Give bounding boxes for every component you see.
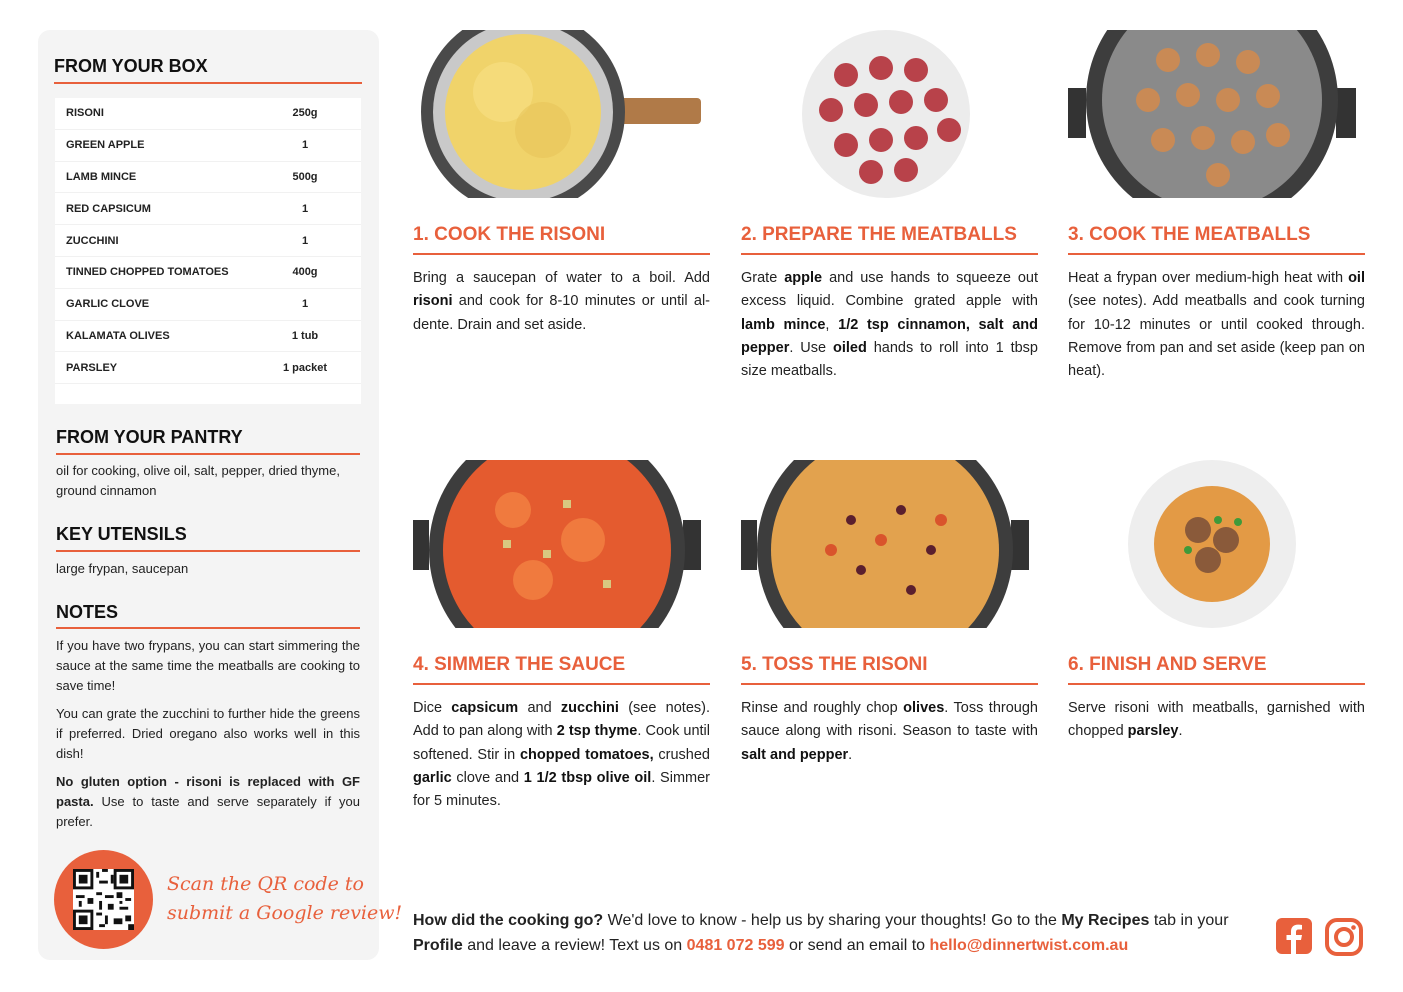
step-text: Heat a frypan over medium-high heat with: [1068, 270, 1349, 286]
step-text: . Use: [789, 339, 833, 356]
step-2-rule: [741, 253, 1038, 255]
ingredient-name: GREEN APPLE: [66, 139, 145, 152]
step-text: Rinse and roughly chop: [741, 700, 904, 716]
step-text: .: [1178, 723, 1183, 740]
table-row: [55, 98, 361, 130]
pantry-text: oil for cooking, olive oil, salt, pepper, dried thyme, ground cinnamon: [56, 463, 340, 498]
step-bold: parsley: [1127, 723, 1179, 740]
footer-text: We'd love to know - help us by sharing your thoughts! Go to the: [603, 912, 1062, 929]
ingredient-qty: 400g: [292, 266, 318, 279]
box-title-rule: [54, 82, 362, 84]
ingredient-qty: 1: [301, 139, 309, 152]
step-6-title: 6. FINISH AND SERVE: [1068, 654, 1267, 675]
note-paragraph: You can grate the zucchini to further hide the greens if preferred. Dried oregano also works well in this dish!: [56, 706, 360, 761]
step-6-body: [1068, 697, 1365, 744]
utensils-text: large frypan, saucepan: [56, 561, 189, 576]
ingredient-qty: 1: [301, 202, 309, 215]
table-row: [55, 289, 361, 321]
ingredient-qty: 1 packet: [282, 361, 328, 374]
table-row: [55, 257, 361, 289]
ingredient-name: LAMB MINCE: [66, 170, 137, 183]
step-text: . Toss through sauce along with risoni. Season to taste with: [741, 700, 1038, 740]
step-bold: garlic: [413, 769, 452, 786]
step-4-title: 4. SIMMER THE SAUCE: [413, 654, 626, 675]
qr-code-graphic: [73, 869, 134, 930]
ingredient-qty: 1: [301, 234, 309, 247]
step-1-photo-strainer: [413, 30, 701, 198]
footer-text: tab in your: [1149, 912, 1229, 929]
ingredient-name: RISONI: [66, 107, 104, 120]
step-text: and cook for 8-10 minutes or until al-dente. Drain and set aside.: [413, 293, 710, 333]
ingredient-qty: 1: [301, 298, 309, 311]
step-6-rule: [1068, 683, 1365, 685]
step-3-title: 3. COOK THE MEATBALLS: [1068, 224, 1311, 245]
key-utensils-title: KEY UTENSILS: [56, 524, 187, 544]
table-row: [55, 130, 361, 162]
utensils-title-rule: [56, 550, 360, 552]
box-ingredients-table: [55, 98, 361, 404]
ingredient-name: GARLIC CLOVE: [66, 298, 150, 311]
email-link[interactable]: hello@dinnertwist.com.au: [929, 937, 1129, 954]
step-bold: 1/2 tsp cinnamon, salt and pepper: [741, 316, 1038, 356]
step-1-rule: [413, 253, 710, 255]
step-5-title: 5. TOSS THE RISONI: [741, 654, 928, 675]
step-1-body: [413, 267, 710, 337]
step-text: and: [518, 700, 561, 716]
my-recipes-label: My Recipes: [1061, 912, 1150, 929]
step-5-rule: [741, 683, 1038, 685]
step-bold: risoni: [413, 293, 453, 310]
step-bold: apple: [784, 270, 823, 286]
step-4-photo-sauce: [413, 460, 701, 628]
step-text: and use hands to squeeze out excess liquid. Combine grated apple with: [741, 270, 1039, 310]
ingredient-name: TINNED CHOPPED TOMATOES: [66, 266, 229, 279]
step-4-body: [413, 697, 710, 813]
notes-title: NOTES: [56, 602, 119, 622]
step-text: clove and: [451, 769, 524, 786]
from-your-pantry-title: FROM YOUR PANTRY: [56, 427, 243, 447]
note-paragraph: If you have two frypans, you can start simmering the sauce at the same time the meatballs are cooking to save time!: [56, 638, 360, 693]
step-text: (see notes). Add meatballs and cook turning for 10-12 minutes or until cooked through. Remove from pan and set aside (keep pan on heat).: [1068, 293, 1365, 380]
step-bold: chopped tomatoes,: [519, 746, 654, 763]
footer-text: and leave a review! Text us on: [462, 937, 687, 954]
step-text: crushed: [653, 746, 711, 763]
step-bold: olives: [903, 700, 945, 716]
step-text: (see notes). Add to pan along with: [413, 700, 711, 740]
step-2-photo-meatballs: [741, 30, 1029, 198]
step-text: Grate: [741, 270, 785, 286]
step-bold: lamb mince: [741, 316, 826, 333]
step-bold: zucchini: [560, 700, 619, 716]
phone-link[interactable]: 0481 072 599: [686, 937, 785, 954]
profile-label: Profile: [413, 937, 463, 954]
step-text: hands to roll into 1 tbsp size meatballs.: [741, 339, 1038, 380]
step-bold: oiled: [832, 339, 867, 356]
step-3-photo-frypan: [1068, 30, 1356, 198]
step-bold: capsicum: [451, 700, 519, 716]
table-row: [55, 225, 361, 257]
notes-title-rule: [56, 627, 360, 629]
ingredient-qty: 500g: [292, 170, 318, 183]
review-footer: [413, 908, 1263, 958]
step-text: Serve risoni with meatballs, garnished with chopped: [1068, 700, 1365, 740]
ingredient-name: KALAMATA OLIVES: [66, 329, 170, 342]
step-2-title: 2. PREPARE THE MEATBALLS: [741, 224, 1017, 245]
step-text: Dice: [413, 700, 452, 716]
step-3-rule: [1068, 253, 1365, 255]
step-3-body: [1068, 267, 1365, 383]
step-6-photo-plated: [1068, 460, 1356, 628]
step-5-photo-risoni: [741, 460, 1029, 628]
qr-caption-line: Scan the QR code to: [167, 873, 364, 895]
note-bold: No gluten option - risoni is replaced with GF pasta.: [56, 774, 360, 809]
instagram-icon[interactable]: [1325, 918, 1361, 954]
step-1-title: 1. COOK THE RISONI: [413, 224, 606, 245]
ingredient-qty: 1 tub: [291, 329, 319, 342]
step-bold: salt and pepper: [741, 746, 849, 763]
qr-caption: [167, 870, 402, 928]
table-row: [55, 352, 361, 384]
pantry-title-rule: [56, 453, 360, 455]
step-bold: oil: [1348, 270, 1365, 286]
step-2-body: [741, 267, 1038, 383]
table-row: [55, 321, 361, 353]
ingredient-name: RED CAPSICUM: [66, 202, 151, 215]
ingredient-qty: 250g: [292, 107, 318, 120]
footer-text: or send an email to: [784, 937, 930, 954]
note-text: Use to taste and serve separately if you prefer.: [56, 794, 360, 829]
notes-body: [56, 636, 360, 840]
qr-code-icon[interactable]: [73, 869, 134, 930]
step-text: .: [848, 746, 853, 763]
step-text: Bring a saucepan of water to a boil. Add: [413, 270, 710, 286]
step-bold: 2 tsp thyme: [556, 723, 638, 740]
facebook-icon[interactable]: [1276, 918, 1312, 954]
from-your-box-title: FROM YOUR BOX: [54, 56, 208, 76]
footer-question: How did the cooking go?: [413, 912, 604, 929]
table-row: [55, 193, 361, 225]
ingredient-name: PARSLEY: [66, 361, 118, 374]
step-text: ,: [825, 316, 839, 333]
table-row: [55, 162, 361, 194]
step-5-body: [741, 697, 1038, 767]
note-paragraph: [56, 772, 360, 832]
ingredient-name: ZUCCHINI: [66, 234, 119, 247]
qr-caption-line: submit a Google review!: [167, 902, 403, 924]
step-text: . Simmer for 5 minutes.: [413, 769, 711, 810]
step-bold: 1 1/2 tbsp olive oil: [523, 769, 652, 786]
step-text: . Cook until softened. Stir in: [413, 723, 710, 763]
step-4-rule: [413, 683, 710, 685]
